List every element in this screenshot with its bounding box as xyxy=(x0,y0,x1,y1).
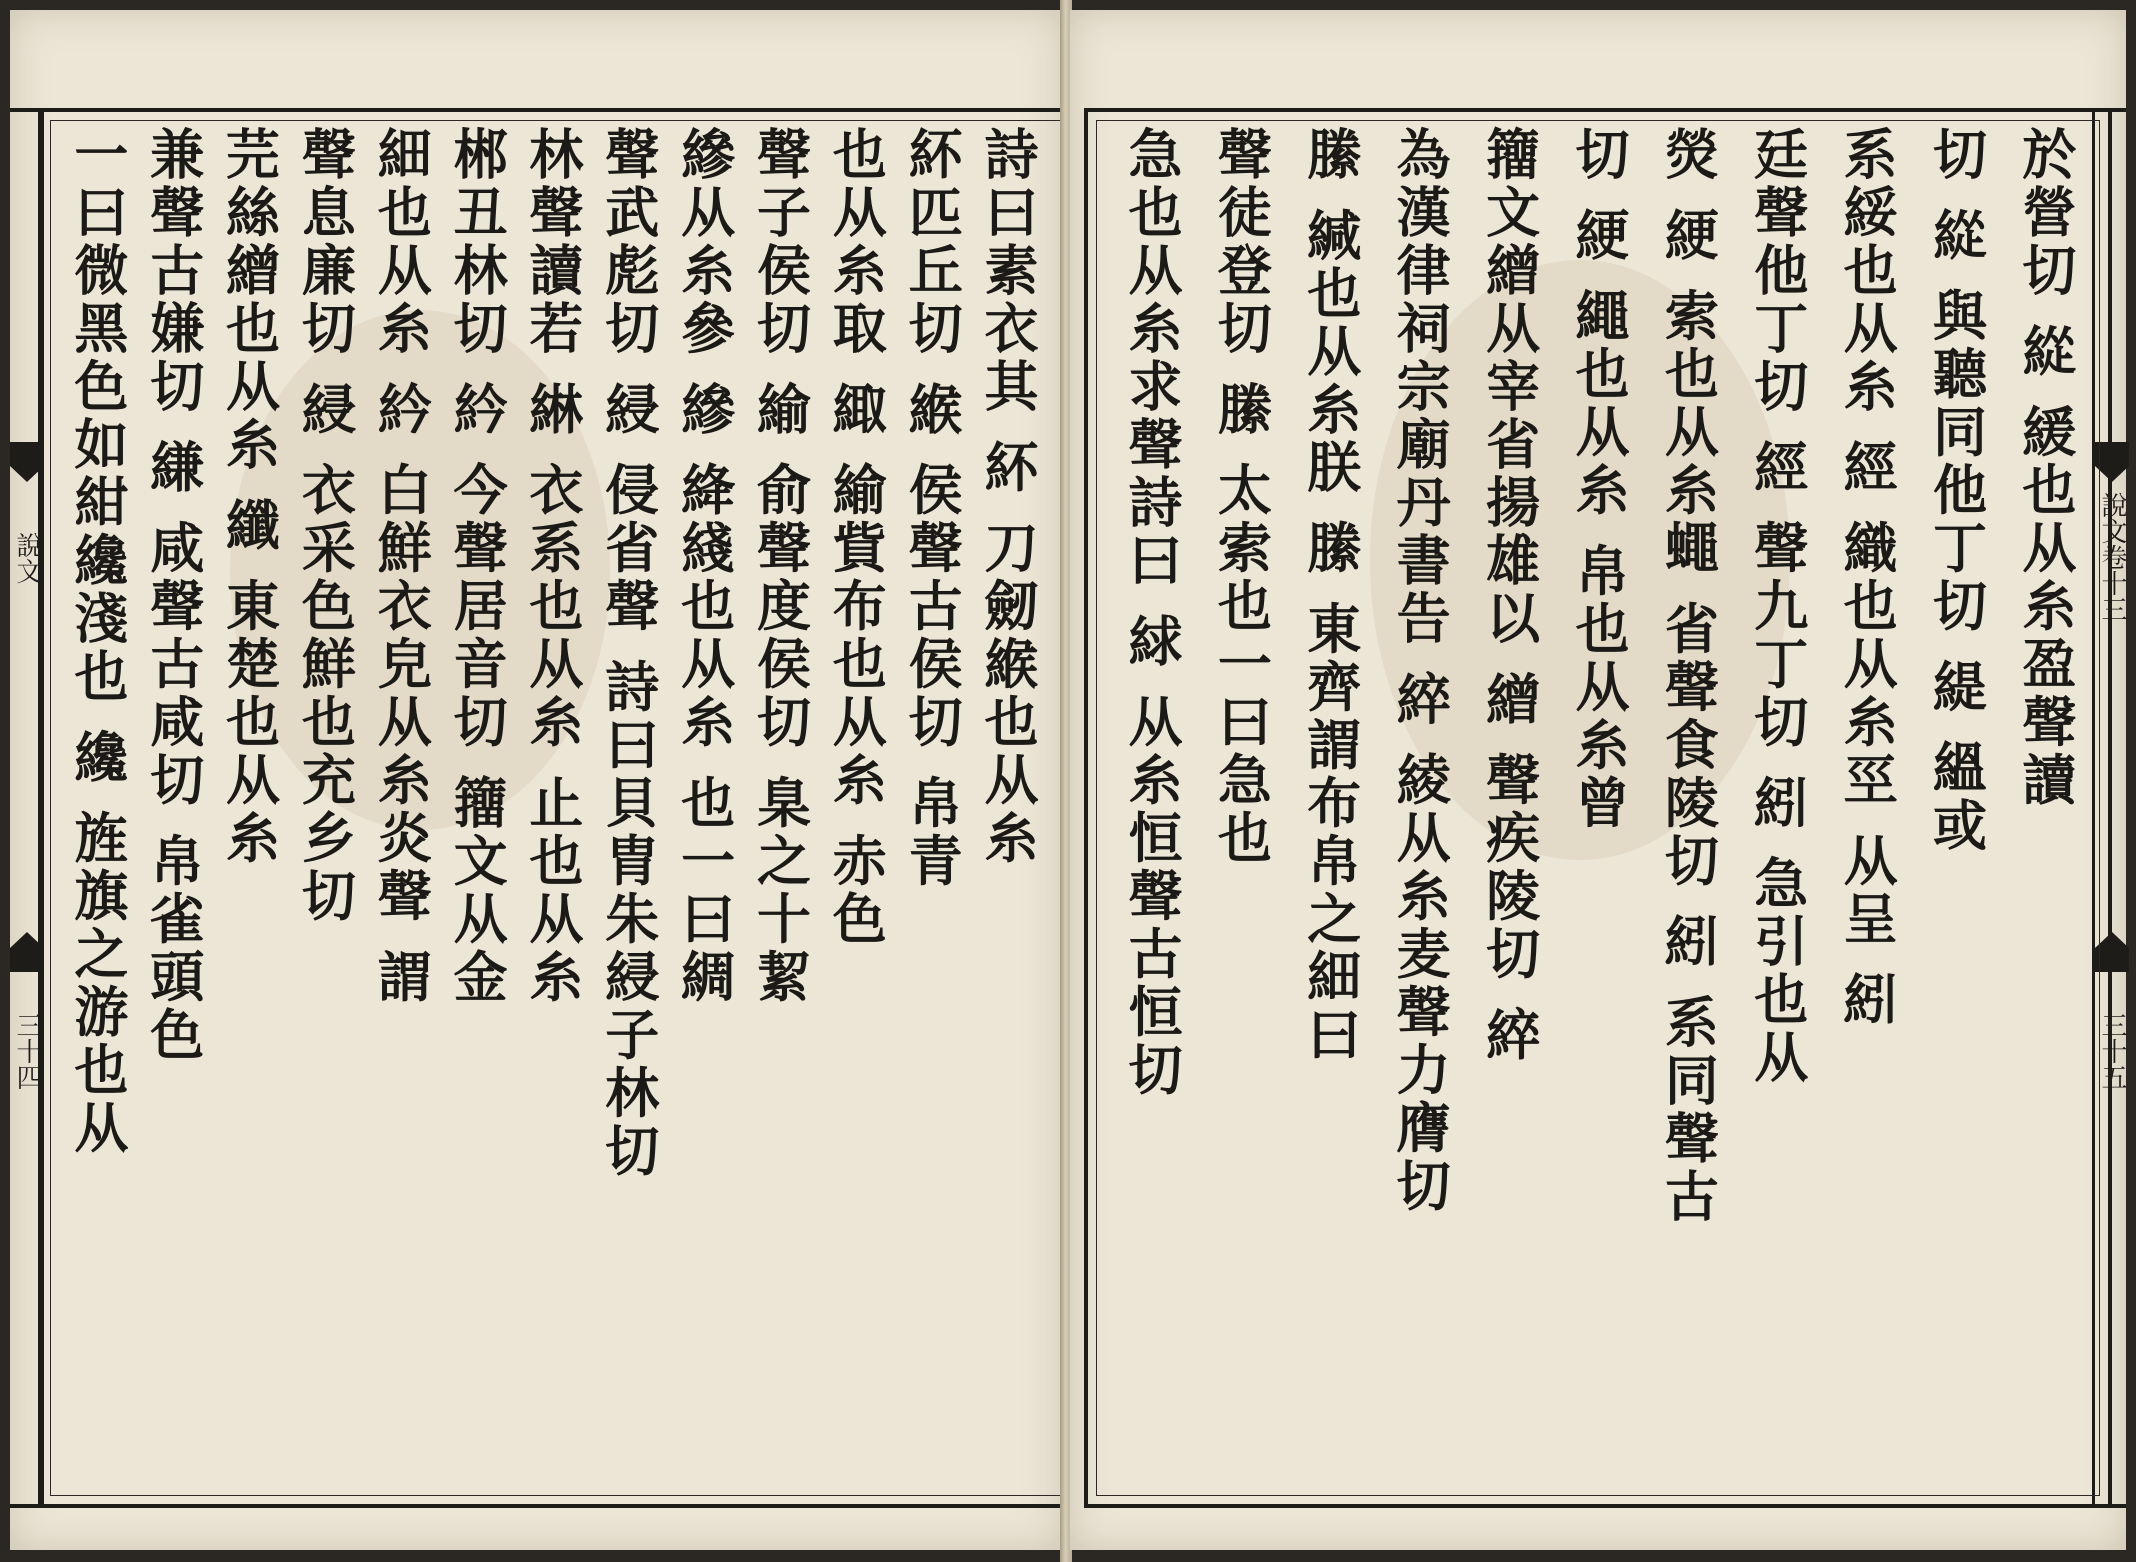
text-column: 熒 綆 索也从糸蠅 省聲食陵切 紖 系同聲古 xyxy=(1656,126,1721,1226)
text-column: 系綏也从糸 經 織也从糸巠 从呈 紖 xyxy=(1835,126,1900,1030)
margin-title: 說文卷十三 xyxy=(2097,492,2127,622)
right-page-frame xyxy=(1084,108,2112,1508)
margin-page-number: 三十五 xyxy=(2097,1012,2127,1090)
text-column: 細也从糸 紟 白鮮衣皃从糸炎聲 謂 xyxy=(369,126,434,1007)
text-column: 聲武彪切 綅 侵省聲 詩曰貝胄朱綅子林切 xyxy=(596,126,661,1181)
left-page-text xyxy=(64,126,1050,1490)
text-column: 切 緃 與聽同他丁切 緹 縕或 xyxy=(1924,126,1989,856)
text-column: 林聲讀若 綝 衣系也从糸 止也从糸 xyxy=(520,126,585,1007)
text-column: 聲息廉切 綅 衣采色鮮也充乡切 xyxy=(293,126,358,926)
text-column: 郴丑林切 紟 今聲居音切 籒文从金 xyxy=(445,126,510,1007)
text-column: 急也从糸求聲詩曰 絿 从糸恒聲古恒切 xyxy=(1120,126,1184,1100)
text-column: 兼聲古嫌切 縑 咸聲古咸切 帛雀頭色 xyxy=(141,126,206,1065)
text-column: 也从糸取 緅 緰貲布也从糸 赤色 xyxy=(824,126,889,949)
text-column: 為漢律祠宗廟丹書告 綷 綾从糸麦聲力膺切 xyxy=(1388,126,1453,1216)
text-column: 切 綆 繩也从糸 帛也从糸曾 xyxy=(1566,126,1631,833)
margin-title: 說文 xyxy=(12,532,42,584)
text-column: 廷聲他丁切 經 聲九丁切 紖 急引也从 xyxy=(1745,126,1810,1088)
right-page xyxy=(1070,10,2126,1550)
margin-page-number: 三十四 xyxy=(12,1012,42,1090)
text-column: 紑匹丘切 緱 侯聲古侯切 帛青 xyxy=(900,126,965,891)
text-column: 一曰微黑色如紺纔淺也 纔 旌旗之游也从 xyxy=(65,126,130,1158)
text-column: 詩曰素衣其 紑 刀劒緱也从糸 xyxy=(975,126,1040,868)
left-page-frame xyxy=(38,108,1060,1508)
text-column: 聲子侯切 緰 俞聲度侯切 臬之十絜 xyxy=(748,126,813,1007)
text-column: 縢 緘也从糸朕 縢 東齊謂布帛之細曰 xyxy=(1298,126,1363,1065)
text-column: 芫絲繒也从糸 纖 東楚也从糸 xyxy=(217,126,282,868)
text-column: 縿从糸參 縿 絳綫也从糸 也一曰綢 xyxy=(672,126,737,1007)
left-page xyxy=(10,10,1062,1550)
right-page-text xyxy=(1106,126,2088,1490)
text-column: 籒文繒从宰省揚雄以 繒 聲疾陵切 綷 xyxy=(1477,126,1542,1065)
text-column: 於營切 緃 緩也从糸盈聲讀 xyxy=(2013,126,2078,810)
text-column: 聲徒登切 縢 太索也一曰急也 xyxy=(1209,126,1274,868)
